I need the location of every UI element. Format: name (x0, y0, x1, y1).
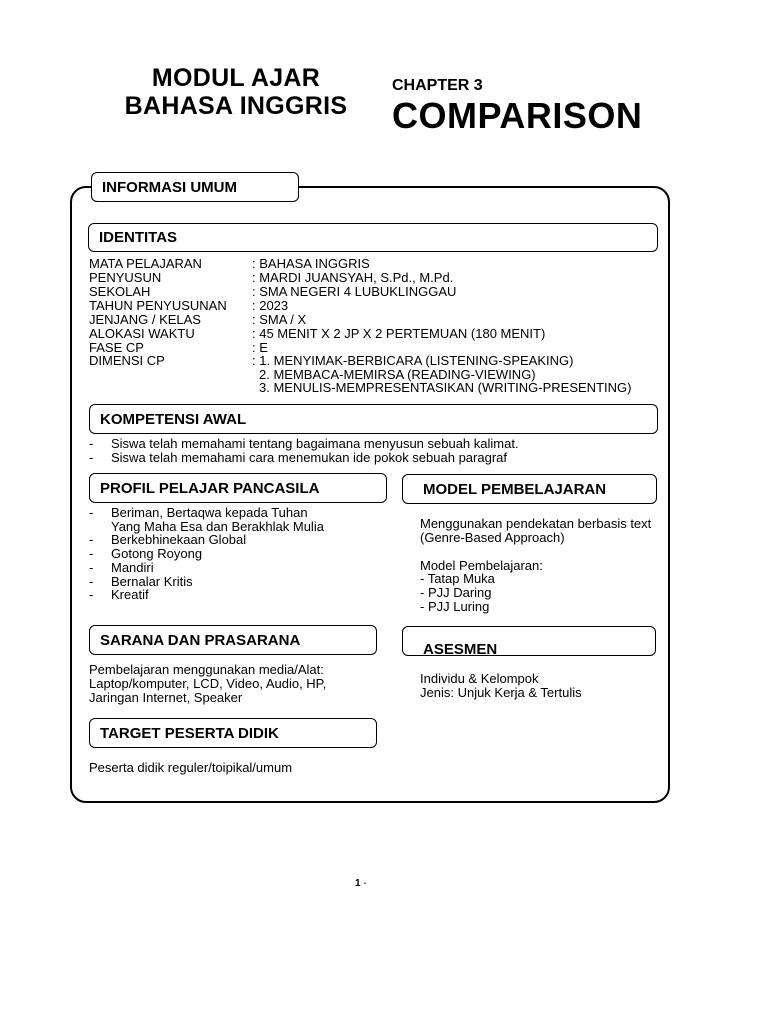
asesmen-header (402, 626, 656, 656)
identitas-label: DIMENSI CP (89, 353, 165, 368)
model-line: Menggunakan pendekatan berbasis text (420, 516, 652, 531)
list-item: Siswa telah memahami cara menemukan ide pokok sebuah paragraf (111, 450, 507, 465)
identitas-value: : E (252, 340, 268, 355)
list-item: Berkebhinekaan Global (111, 532, 247, 547)
model-line: - PJJ Luring (420, 599, 490, 614)
identitas-value: : BAHASA INGGRIS (252, 256, 370, 271)
informasi-umum-heading: INFORMASI UMUM (102, 178, 237, 196)
dimensi-cp-item: 3. MENULIS-MEMPRESENTASIKAN (WRITING-PRESENTING) (259, 380, 632, 395)
list-item: Yang Maha Esa dan Berakhlak Mulia (111, 519, 324, 534)
chapter-topic: COMPARISON (392, 95, 643, 136)
profil-pelajar-header (89, 473, 387, 503)
module-title-line1: MODUL AJAR (151, 64, 321, 92)
list-item: Gotong Royong (111, 546, 203, 561)
sarana-line: Jaringan Internet, Speaker (89, 690, 243, 705)
bullet-dash: - (89, 505, 94, 520)
bullet-dash: - (89, 560, 94, 575)
identitas-label: ALOKASI WAKTU (89, 326, 195, 341)
sarana-prasarana-header (89, 625, 377, 655)
bullet-dash: - (89, 436, 94, 451)
bullet-dash: - (89, 587, 94, 602)
list-item: Kreatif (111, 587, 149, 602)
target-peserta-header (89, 718, 377, 748)
list-item: Mandiri (111, 560, 154, 575)
model-pembelajaran-heading: MODEL PEMBELAJARAN (423, 480, 607, 498)
module-title-line2: BAHASA INGGRIS (124, 92, 348, 120)
identitas-label: PENYUSUN (89, 270, 162, 285)
identitas-header (88, 223, 658, 252)
identitas-label: SEKOLAH (89, 284, 151, 299)
model-line: - Tatap Muka (420, 571, 495, 586)
kompetensi-awal-heading: KOMPETENSI AWAL (100, 410, 247, 428)
profil-pelajar-heading: PROFIL PELAJAR PANCASILA (100, 479, 320, 497)
identitas-value: : MARDI JUANSYAH, S.Pd., M.Pd. (252, 270, 454, 285)
informasi-umum-header (91, 172, 299, 202)
page-number (355, 878, 367, 889)
identitas-heading: IDENTITAS (99, 229, 178, 246)
page-number-value: 1 (355, 878, 361, 889)
kompetensi-awal-header (89, 404, 658, 434)
page-number-suffix: - (363, 878, 367, 889)
asesmen-line: Jenis: Unjuk Kerja & Tertulis (420, 685, 582, 700)
identitas-value: : 2023 (252, 298, 289, 313)
list-item: Siswa telah memahami tentang bagaimana menyusun sebuah kalimat. (111, 436, 519, 451)
dimensi-cp-item: 2. MEMBACA-MEMIRSA (READING-VIEWING) (259, 367, 536, 382)
identitas-label: FASE CP (89, 340, 144, 355)
identitas-label: JENJANG / KELAS (89, 312, 201, 327)
list-item: Bernalar Kritis (111, 574, 193, 589)
bullet-dash: - (89, 450, 94, 465)
chapter-label: CHAPTER 3 (392, 77, 483, 94)
sarana-line: Laptop/komputer, LCD, Video, Audio, HP, (89, 676, 327, 691)
sarana-prasarana-heading: SARANA DAN PRASARANA (100, 631, 301, 649)
bullet-dash: - (89, 574, 94, 589)
bullet-dash: - (89, 546, 94, 561)
model-line: (Genre-Based Approach) (420, 530, 565, 545)
module-title (106, 64, 366, 120)
asesmen-heading: ASESMEN (423, 641, 498, 658)
identitas-value: : SMA NEGERI 4 LUBUKLINGGAU (252, 284, 457, 299)
identitas-value: : SMA / X (252, 312, 307, 327)
model-pembelajaran-header (402, 474, 657, 504)
target-peserta-heading: TARGET PESERTA DIDIK (100, 724, 279, 742)
identitas-label: TAHUN PENYUSUNAN (89, 298, 227, 313)
identitas-label: MATA PELAJARAN (89, 256, 202, 271)
model-line: - PJJ Daring (420, 585, 492, 600)
sarana-line: Pembelajaran menggunakan media/Alat: (89, 662, 324, 677)
bullet-dash: - (89, 532, 94, 547)
model-line: Model Pembelajaran: (420, 558, 543, 573)
identitas-value: : 1. MENYIMAK-BERBICARA (LISTENING-SPEAKING) (252, 353, 574, 368)
identitas-value: : 45 MENIT X 2 JP X 2 PERTEMUAN (180 MENIT) (252, 326, 546, 341)
target-peserta-text: Peserta didik reguler/toipikal/umum (89, 760, 293, 775)
asesmen-line: Individu & Kelompok (420, 671, 539, 686)
list-item: Beriman, Bertaqwa kepada Tuhan (111, 505, 308, 520)
